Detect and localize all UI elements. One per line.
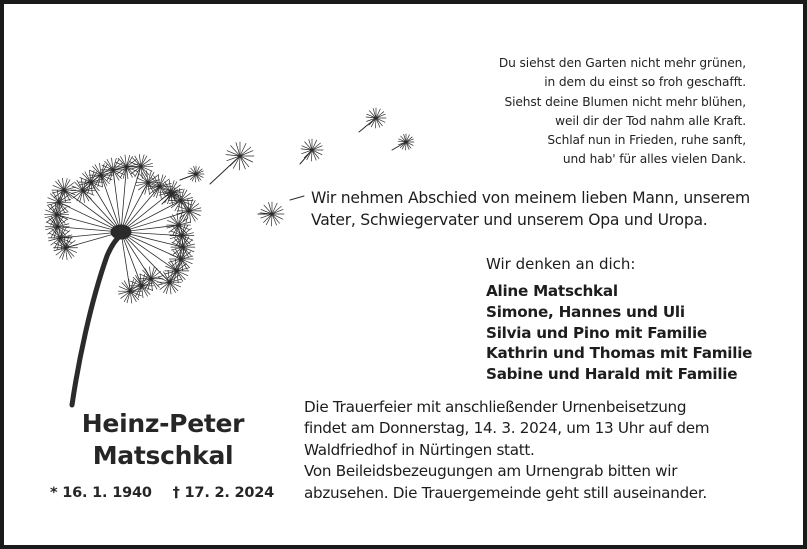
farewell-statement <box>311 188 781 231</box>
poem-line: Du siehst den Garten nicht mehr grünen, <box>498 56 746 70</box>
service-line: Die Trauerfeier mit anschließender Urnenbeisetzung <box>304 398 687 416</box>
mourner-name: Simone, Hannes und Uli <box>486 302 685 321</box>
service-line: Waldfriedhof in Nürtingen statt. <box>304 440 535 459</box>
deceased-first-name: Heinz-Peter <box>81 409 245 438</box>
death-date: † 17. 2. 2024 <box>172 485 275 501</box>
mourners-lead: Wir denken an dich: <box>486 255 636 273</box>
mourner-name: Silvia und Pino mit Familie <box>486 323 707 342</box>
poem-line: weil dir der Tod nahm alle Kraft. <box>555 113 746 128</box>
poem-line: und hab' für alles vielen Dank. <box>562 152 746 167</box>
mourners-block <box>486 253 752 385</box>
mourner-name: Kathrin und Thomas mit Familie <box>486 344 753 363</box>
life-dates <box>50 485 274 501</box>
obituary-notice <box>4 4 803 545</box>
service-line: findet am Donnerstag, 14. 3. 2024, um 13 Uhr auf dem <box>304 419 710 438</box>
deceased-name <box>60 408 266 472</box>
poem-line: in dem du einst so froh geschafft. <box>544 75 746 90</box>
funeral-service-info <box>304 397 709 504</box>
deceased-last-name: Matschkal <box>92 441 234 470</box>
mourner-name: Aline Matschkal <box>486 282 618 300</box>
poem-line: Schlaf nun in Frieden, ruhe sanft, <box>547 133 746 148</box>
poem <box>499 54 746 170</box>
farewell-line: Vater, Schwiegervater und unserem Opa und Uropa. <box>311 210 708 229</box>
service-line: abzusehen. Die Trauergemeinde geht still auseinander. <box>304 483 707 502</box>
birth-date: * 16. 1. 1940 <box>50 485 152 501</box>
farewell-line: Wir nehmen Abschied von meinem lieben Mann, unserem <box>311 189 750 207</box>
poem-line: Siehst deine Blumen nicht mehr blühen, <box>504 94 746 109</box>
mourner-name: Sabine und Harald mit Familie <box>486 365 738 384</box>
service-line: Von Beileidsbezeugungen am Urnengrab bitten wir <box>304 462 678 481</box>
